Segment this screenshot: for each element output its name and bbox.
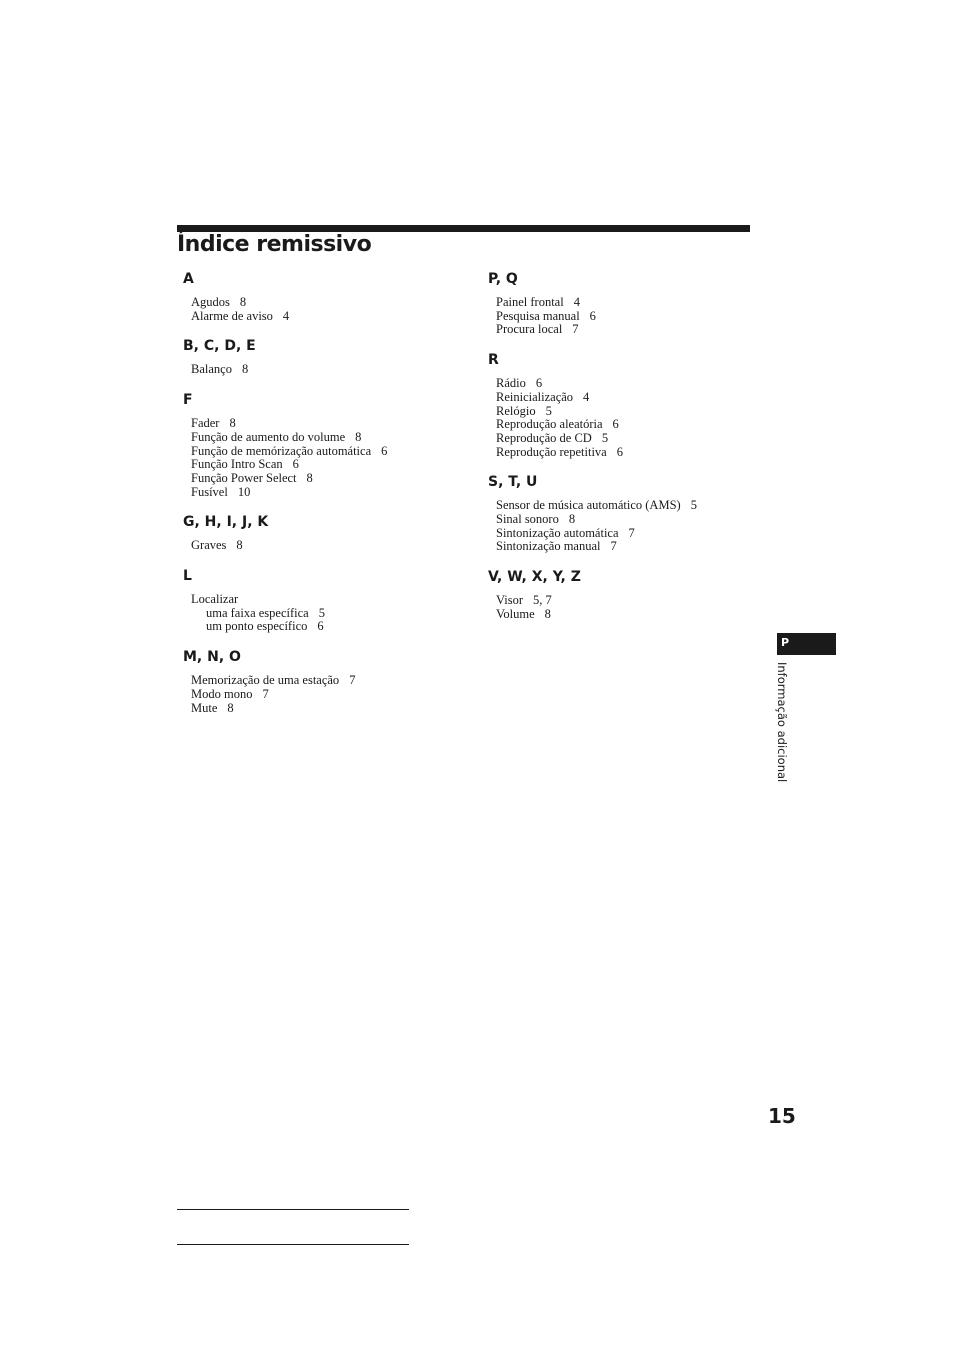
index-entry-page: 8: [568, 512, 576, 527]
index-entry: [496, 608, 768, 622]
index-entry: [496, 296, 768, 310]
index-entry-page: 8: [227, 700, 234, 715]
footer-line: [177, 1244, 409, 1245]
index-letter-heading: S, T, U: [488, 474, 538, 491]
index-entry-text: Relógio: [496, 403, 536, 418]
index-entry-page: 5: [690, 498, 697, 513]
index-entries: [183, 363, 463, 377]
index-letter-heading: G, H, I, J, K: [183, 514, 269, 531]
index-entry-page: 4: [573, 295, 580, 309]
index-entry-page: 8: [239, 295, 247, 309]
index-entries: [488, 377, 768, 459]
index-entry-text: Memorização de uma estação: [191, 673, 340, 688]
index-entry: [191, 310, 463, 324]
index-entry: [496, 405, 768, 419]
index-entry-text: Fusível: [191, 484, 228, 499]
index-entry-text: Balanço: [191, 362, 232, 377]
index-entry-page: 8: [236, 538, 243, 553]
index-entry-page: 6: [616, 444, 623, 459]
index-section: [183, 513, 463, 553]
index-section: [488, 270, 768, 337]
index-entry: [496, 499, 768, 513]
index-entry-text: Painel frontal: [496, 295, 564, 309]
title-rule: [177, 225, 750, 232]
index-letter-heading: R: [488, 352, 499, 369]
index-entry-page: 7: [262, 686, 269, 701]
index-entry: [191, 688, 463, 702]
index-entry: [191, 296, 463, 310]
index-letter-heading: F: [183, 392, 193, 409]
index-entry: [191, 363, 463, 377]
index-entry-page: 7: [610, 539, 617, 554]
index-entries: [488, 296, 768, 337]
index-entry-text: Sensor de música automático (AMS): [496, 498, 681, 513]
index-column-left: [183, 270, 463, 715]
index-entries: [488, 499, 768, 554]
index-entry: [191, 620, 463, 634]
index-entry: [191, 445, 463, 459]
index-entry: [496, 391, 768, 405]
index-entry-page: 10: [237, 484, 251, 499]
index-letter-heading: V, W, X, Y, Z: [488, 569, 581, 586]
index-section: [183, 648, 463, 715]
index-letter-heading: P, Q: [488, 271, 518, 287]
index-entry-text: Procura local: [496, 322, 563, 337]
index-letter-heading: L: [183, 568, 192, 585]
index-entry: [191, 417, 463, 431]
index-entry-text: Visor: [496, 593, 524, 608]
index-entry-text: Sintonização automática: [496, 525, 619, 540]
index-entry: [496, 446, 768, 460]
index-entry-page: 7: [349, 673, 356, 688]
page-title: Índice remissivo: [177, 232, 372, 257]
index-entry-page: 7: [628, 525, 635, 540]
section-label: Informação adicional: [775, 662, 789, 783]
index-entry-text: Função de memórização automática: [191, 443, 372, 458]
index-section: [488, 568, 768, 621]
index-section: [183, 567, 463, 634]
index-entry-page: 6: [317, 619, 324, 634]
index-entry-page: 8: [355, 429, 362, 444]
index-entry-text: um ponto específico: [206, 619, 308, 634]
index-entry-page: 6: [535, 376, 543, 391]
index-entry-text: Rádio: [496, 376, 526, 391]
index-entry-text: Reprodução de CD: [496, 430, 592, 445]
index-entry-page: 4: [583, 389, 590, 404]
index-section: [183, 391, 463, 499]
index-entry-text: Fader: [191, 416, 220, 431]
index-entry: [496, 540, 768, 554]
page-number: 15: [768, 1104, 796, 1128]
index-entry-text: Agudos: [191, 295, 230, 309]
index-entry-text: Localizar: [191, 592, 239, 607]
index-entry-text: Graves: [191, 538, 227, 553]
index-entry-text: Sinal sonoro: [496, 512, 559, 527]
index-letter-heading: M, N, O: [183, 649, 241, 666]
index-entry-page: 8: [229, 416, 236, 431]
index-entry-text: Função de aumento do volume: [191, 429, 346, 444]
index-entry: [496, 323, 768, 337]
index-entry-text: Pesquisa manual: [496, 308, 580, 323]
index-entry: [191, 431, 463, 445]
index-letter-heading: B, C, D, E: [183, 338, 256, 355]
index-entry-page: 8: [306, 470, 313, 485]
index-entry-page: 6: [381, 443, 388, 458]
index-entry: [191, 539, 463, 553]
index-section: [183, 337, 463, 377]
index-entry-text: Mute: [191, 700, 218, 715]
index-entries: [488, 594, 768, 621]
index-entry-text: Reinicialização: [496, 389, 574, 404]
index-entries: [183, 296, 463, 323]
index-letter-heading: A: [183, 271, 194, 287]
index-entry-text: Função Power Select: [191, 470, 297, 485]
index-entry: [191, 486, 463, 500]
index-entry: [191, 674, 463, 688]
index-entry-page: 6: [292, 457, 299, 472]
index-entry-text: Reprodução aleatória: [496, 417, 603, 432]
index-entry: [191, 458, 463, 472]
index-entry: [191, 607, 463, 621]
index-entry-page: 5: [318, 605, 325, 620]
index-entry-text: Reprodução repetitiva: [496, 444, 607, 459]
section-tab: [777, 633, 836, 655]
index-entry-page: 8: [544, 606, 551, 621]
index-entry-page: 7: [572, 322, 579, 337]
index-entry-page: 5: [601, 430, 609, 445]
index-entry: [191, 702, 463, 716]
index-entry: [496, 527, 768, 541]
index-entry-page: 6: [589, 308, 596, 323]
index-entry-page: 8: [241, 362, 249, 377]
index-entry-page: 5, 7: [533, 593, 552, 608]
index-entry: [496, 513, 768, 527]
index-section: [488, 473, 768, 554]
index-entry-page: 4: [282, 308, 290, 323]
index-entries: [183, 593, 463, 634]
index-column-right: [488, 270, 768, 622]
index-entry-page: 6: [612, 417, 619, 432]
index-entry-text: Volume: [496, 606, 535, 621]
index-entry-page: 5: [545, 403, 552, 418]
section-tab-letter: P: [781, 636, 790, 649]
index-section: [488, 351, 768, 459]
index-section: [183, 270, 463, 323]
index-entry-text: Função Intro Scan: [191, 457, 283, 472]
index-entry-text: Alarme de aviso: [191, 308, 273, 323]
footer-line: [177, 1209, 409, 1210]
index-entries: [183, 417, 463, 499]
index-entries: [183, 674, 463, 715]
index-entry-text: uma faixa específica: [206, 605, 309, 620]
index-entry: [496, 594, 768, 608]
index-entry: [496, 377, 768, 391]
index-entry: [496, 310, 768, 324]
index-entry: [191, 472, 463, 486]
index-entry-text: Sintonização manual: [496, 539, 601, 554]
index-entry: [496, 432, 768, 446]
index-entries: [183, 539, 463, 553]
index-entry-text: Modo mono: [191, 686, 253, 701]
index-entry: [191, 593, 463, 607]
index-entry: [496, 418, 768, 432]
